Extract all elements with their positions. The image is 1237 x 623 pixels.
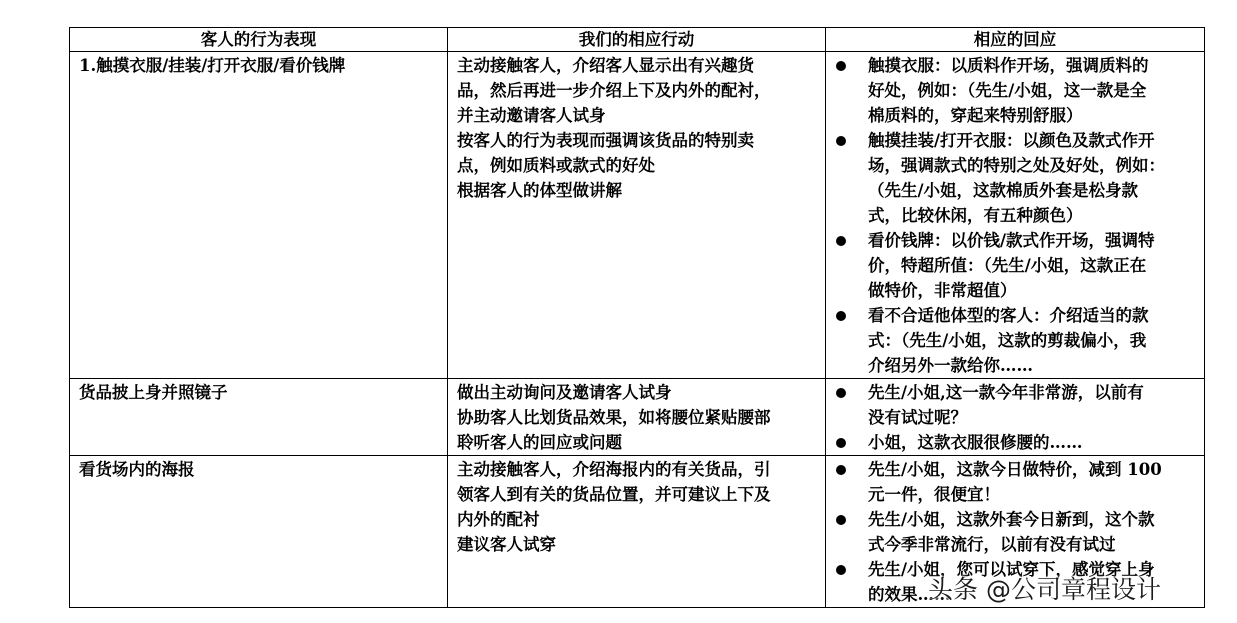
bullet-icon <box>836 388 846 398</box>
action-line: 建议客人试穿 <box>457 535 556 554</box>
header-action: 我们的相应行动 <box>448 28 826 52</box>
response-line: 棉质料的，穿起来特别舒服） <box>868 106 1083 125</box>
behavior-cell <box>70 379 448 456</box>
header-row <box>70 28 1205 52</box>
watermark-text: 头条 @公司章程设计 <box>928 575 1161 604</box>
action-cell <box>448 456 826 608</box>
response-line: 小姐，这款衣服很修腰的…… <box>868 433 1083 452</box>
action-line: 根据客人的体型做讲解 <box>457 181 622 200</box>
header-behavior: 客人的行为表现 <box>70 28 448 52</box>
response-line: 先生/小姐，这款外套今日新到，这个款 <box>868 510 1155 529</box>
response-line: 没有试过呢？ <box>868 408 967 427</box>
list-item <box>834 228 1198 303</box>
action-line: 点，例如质料或款式的好处 <box>457 156 655 175</box>
action-line: 按客人的行为表现而强调该货品的特别卖 <box>457 131 754 150</box>
behavior-cell <box>70 456 448 608</box>
list-item <box>834 303 1198 378</box>
list-item <box>834 380 1198 430</box>
response-line: 的效果…… <box>868 585 951 604</box>
action-line: 主动接触客人，介绍海报内的有关货品，引 <box>457 460 771 479</box>
behavior-text: 1.触摸衣服/挂装/打开衣服/看价钱牌 <box>79 56 346 75</box>
table-row <box>70 52 1205 379</box>
header-response: 相应的回应 <box>826 28 1205 52</box>
response-cell <box>826 379 1205 456</box>
list-item <box>834 53 1198 128</box>
action-line: 领客人到有关的货品位置，并可建议上下及 <box>457 485 771 504</box>
response-line: （先生/小姐，这款棉质外套是松身款 <box>868 181 1139 200</box>
bullet-icon <box>836 136 846 146</box>
bullet-icon <box>836 565 846 575</box>
response-line: 式，比较休闲，有五种颜色） <box>868 206 1083 225</box>
action-line: 品，然后再进一步介绍上下及内外的配衬， <box>457 81 771 100</box>
response-list <box>834 53 1198 378</box>
response-line: 看价钱牌：以价钱/款式作开场，强调特 <box>868 231 1155 250</box>
response-line: 先生/小姐，这款今日做特价，减到 100 <box>868 460 1162 479</box>
action-line: 并主动邀请客人试身 <box>457 106 606 125</box>
response-line: 触摸衣服：以质料作开场，强调质料的 <box>868 56 1149 75</box>
response-line: 先生/小姐,这一款今年非常游，以前有 <box>868 383 1144 402</box>
response-line: 场，强调款式的特别之处及好处，例如： <box>868 156 1165 175</box>
response-line: 先生/小姐，您可以试穿下，感觉穿上身 <box>868 560 1155 579</box>
bullet-icon <box>836 311 846 321</box>
behavior-cell <box>70 52 448 379</box>
behavior-text: 货品披上身并照镜子 <box>79 383 228 402</box>
bullet-icon <box>836 61 846 71</box>
action-cell <box>448 52 826 379</box>
response-line: 介绍另外一款给你…… <box>868 356 1033 375</box>
response-line: 式今季非常流行，以前有没有试过 <box>868 535 1116 554</box>
table-row <box>70 379 1205 456</box>
response-line: 价，特超所值：（先生/小姐，这款正在 <box>868 256 1147 275</box>
list-item <box>834 128 1198 228</box>
bullet-icon <box>836 465 846 475</box>
response-line: 触摸挂装/打开衣服：以颜色及款式作开 <box>868 131 1155 150</box>
list-item <box>834 507 1198 557</box>
action-line: 聆听客人的回应或问题 <box>457 433 622 452</box>
action-line: 做出主动询问及邀请客人试身 <box>457 383 672 402</box>
response-line: 看不合适他体型的客人：介绍适当的款 <box>868 306 1149 325</box>
response-line: 好处，例如：（先生/小姐，这一款是全 <box>868 81 1147 100</box>
list-item <box>834 457 1198 507</box>
behavior-text: 看货场内的海报 <box>79 460 195 479</box>
action-cell <box>448 379 826 456</box>
action-line: 协助客人比划货品效果，如将腰位紧贴腰部 <box>457 408 771 427</box>
response-cell <box>826 52 1205 379</box>
response-line: 式：（先生/小姐，这款的剪裁偏小，我 <box>868 331 1147 350</box>
sales-response-table <box>69 27 1205 608</box>
response-list <box>834 380 1198 455</box>
action-line: 内外的配衬 <box>457 510 540 529</box>
list-item <box>834 430 1198 455</box>
action-line: 主动接触客人，介绍客人显示出有兴趣货 <box>457 56 754 75</box>
response-line: 做特价，非常超值） <box>868 281 1017 300</box>
bullet-icon <box>836 236 846 246</box>
response-line: 元一件，很便宜！ <box>868 485 1000 504</box>
bullet-icon <box>836 515 846 525</box>
bullet-icon <box>836 438 846 448</box>
